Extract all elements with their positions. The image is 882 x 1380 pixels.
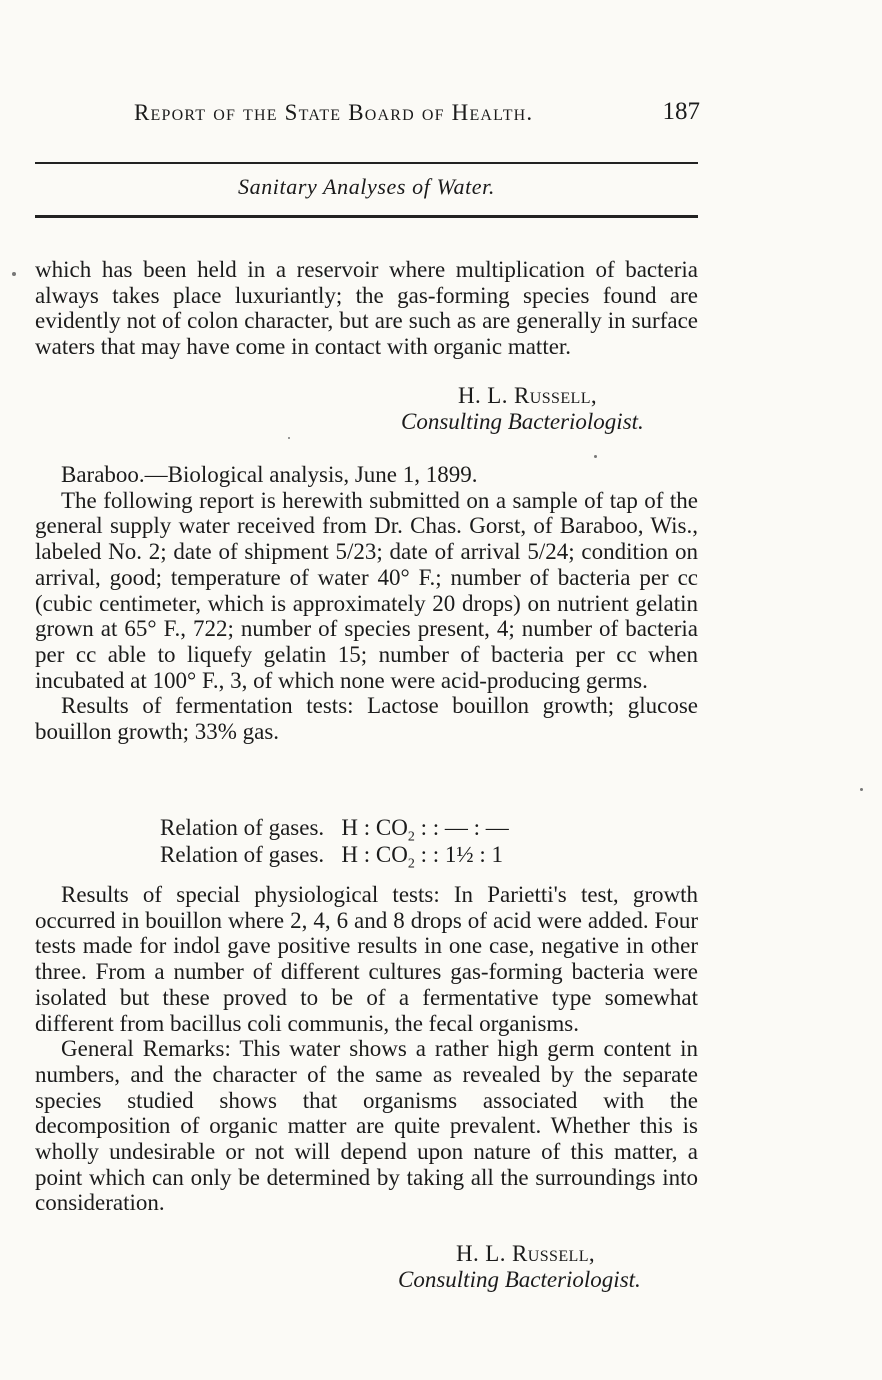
relation-formula-lhs-1: H : CO bbox=[341, 815, 408, 840]
signature-name-2: H. L. Russell, bbox=[456, 1241, 596, 1266]
section-caption: Sanitary Analyses of Water. bbox=[238, 174, 495, 199]
report-paragraph: The following report is herewith submitted on a sample of tap of the general supply water received from Dr. Chas. Gorst, of Baraboo, Wis., labeled No. 2; date of shipment 5/23; date of arrival 5/24; condition on arrival, good; temperature of water 40° F.; number of bacteria per cc (cubic centimeter, which is approximately 20 drops) on nutrient gelatin grown at 65° F., 722; number of species present, 4; number of bacteria per cc able to liquefy gelatin 15; number of bacteria per cc when incubated at 100° F., 3, of which none were acid-producing germs. bbox=[35, 487, 698, 693]
header-rule-top bbox=[35, 162, 698, 164]
signature-title-2: Consulting Bacteriologist. bbox=[398, 1267, 641, 1292]
relation-formula-lhs-2: H : CO bbox=[341, 842, 408, 867]
header-rule-bottom bbox=[35, 215, 698, 218]
report-block bbox=[35, 462, 698, 745]
scan-speck bbox=[860, 788, 863, 791]
remarks-paragraph: General Remarks: This water shows a rather high germ content in numbers, and the character of the same as revealed by the separate species studied shows that organisms associated with the decomposition of organic matter are quite prevalent. Whether this is wholly undesirable or not will depend upon nature of this matter, a point which can only be determined by taking all the surroundings into consideration. bbox=[35, 1036, 698, 1216]
fermentation-paragraph: Results of fermentation tests: Lactose bouillon growth; glucose bouillon growth; 33% gas. bbox=[35, 693, 698, 745]
signature-title-1: Consulting Bacteriologist. bbox=[401, 409, 644, 434]
scan-speck bbox=[288, 437, 290, 439]
physiological-paragraph: Results of special physiological tests: In Parietti's test, growth occurred in bouillon where 2, 4, 6 and 8 drops of acid were added. Four tests made for indol gave positive results in one case, negative in other three. From a number of different cultures gas-forming bacteria were isolated but these proved to be of a fermentative type somewhat different from bacillus coli communis, the fecal organisms. bbox=[35, 882, 698, 1036]
relation-formula-rhs-2: : : 1½ : 1 bbox=[414, 842, 504, 867]
scan-speck bbox=[12, 272, 16, 276]
signature-name-1: H. L. Russell, bbox=[458, 383, 598, 408]
running-title: Report of the State Board of Health. bbox=[134, 100, 534, 125]
relation-label-1: Relation of gases. bbox=[160, 815, 325, 840]
page-number: 187 bbox=[662, 98, 700, 125]
relation-formula-rhs-1: : : — : — bbox=[414, 815, 509, 840]
relation-label-2: Relation of gases. bbox=[160, 842, 325, 867]
continued-paragraph-block bbox=[35, 257, 698, 360]
relation-subscript-1: 2 bbox=[407, 829, 415, 845]
relation-of-gases-2 bbox=[160, 842, 503, 873]
scan-speck bbox=[594, 455, 597, 458]
results-block bbox=[35, 882, 698, 1216]
report-heading: Baraboo.—Biological analysis, June 1, 1899. bbox=[61, 462, 478, 487]
running-head bbox=[134, 96, 700, 132]
continued-paragraph: which has been held in a reservoir where multiplication of bacteria always takes place luxuriantly; the gas-forming species found are evidently not of colon character, but are such as are generally in surface waters that may have come in contact with organic matter. bbox=[35, 257, 698, 360]
relation-of-gases-1 bbox=[160, 815, 509, 846]
relation-subscript-2: 2 bbox=[407, 856, 415, 872]
